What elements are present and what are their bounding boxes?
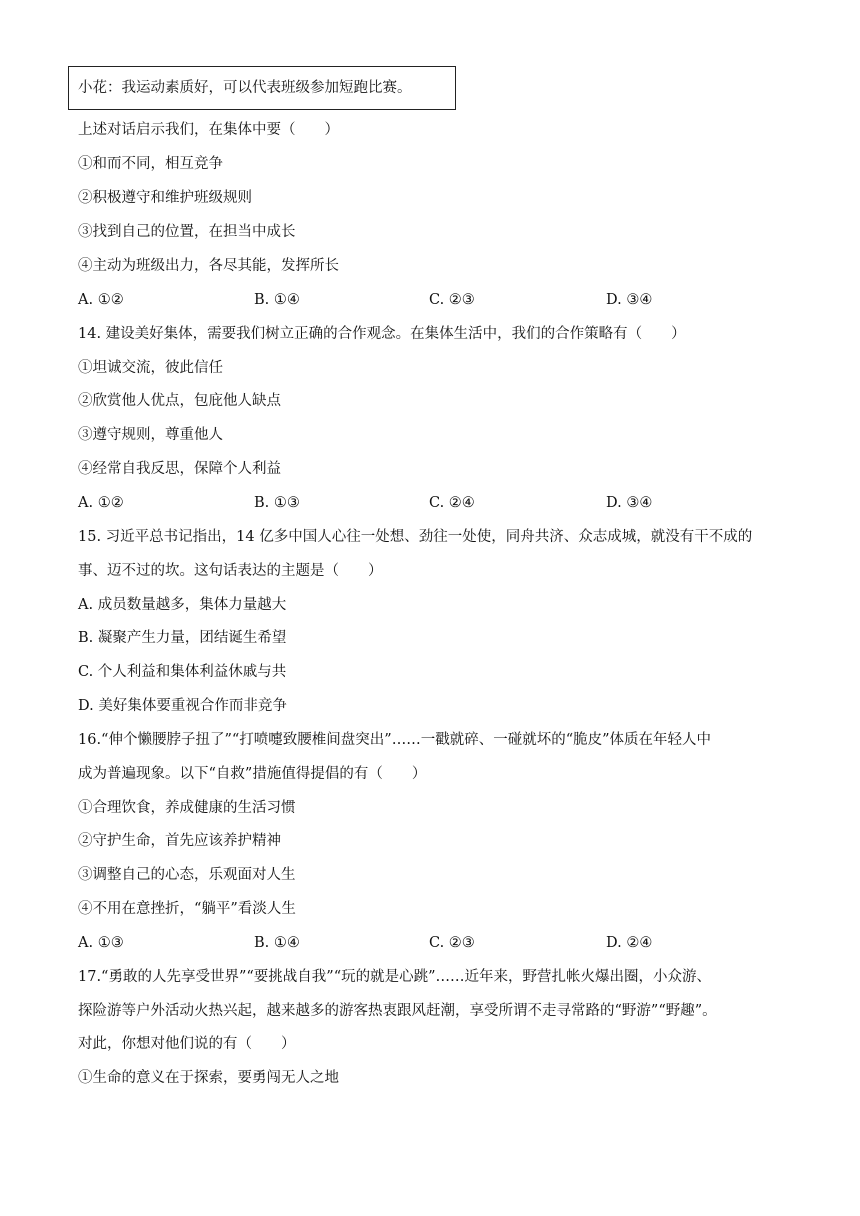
- q17-stem-line-2: 探险游等户外活动火热兴起，越来越多的游客热衷跟风赶潮，享受所谓不走寻常路的“野游”“野趣”。: [78, 1003, 717, 1019]
- q14-option-b: B. ①③: [254, 495, 300, 511]
- q15-option-b: B. 凝聚产生力量，团结诞生希望: [78, 630, 287, 646]
- q17-stem-line-1: 17.“勇敢的人先享受世界”“要挑战自我”“玩的就是心跳”……近年来，野营扎帐火爆出圈，小众游、: [78, 969, 712, 985]
- q14-item-4: ④经常自我反思，保障个人利益: [78, 461, 281, 477]
- q15-option-a: A. 成员数量越多，集体力量越大: [78, 597, 287, 613]
- q16-stem-line-2: 成为普遍现象。以下“自救”措施值得提倡的有（ ）: [78, 766, 427, 782]
- q13-option-c: C. ②③: [429, 292, 475, 308]
- q17-stem-line-3: 对此，你想对他们说的有（ ）: [78, 1036, 296, 1052]
- q13-option-b: B. ①④: [254, 292, 300, 308]
- q16-item-3: ③调整自己的心态，乐观面对人生: [78, 867, 296, 883]
- dialogue-box: 小花：我运动素质好，可以代表班级参加短跑比赛。: [68, 66, 456, 110]
- q16-option-d: D. ②④: [606, 935, 653, 951]
- q17-item-1: ①生命的意义在于探索，要勇闯无人之地: [78, 1070, 339, 1086]
- q14-option-d: D. ③④: [606, 495, 653, 511]
- q15-option-d: D. 美好集体要重视合作而非竞争: [78, 698, 287, 714]
- q13-item-1: ①和而不同，相互竞争: [78, 156, 223, 172]
- q16-stem-line-1: 16.“伸个懒腰脖子扭了”“打喷嚏致腰椎间盘突出”……一戳就碎、一碰就坏的“脆皮”体质在年轻人中: [78, 732, 712, 748]
- q14-item-2: ②欣赏他人优点，包庇他人缺点: [78, 393, 281, 409]
- q16-option-c: C. ②③: [429, 935, 475, 951]
- q16-item-4: ④不用在意挫折，“躺平”看淡人生: [78, 901, 296, 917]
- q14-item-1: ①坦诚交流，彼此信任: [78, 360, 223, 376]
- q14-option-a: A. ①②: [78, 495, 124, 511]
- q15-option-c: C. 个人利益和集体利益休戚与共: [78, 664, 287, 680]
- q16-option-b: B. ①④: [254, 935, 300, 951]
- q13-item-2: ②积极遵守和维护班级规则: [78, 190, 252, 206]
- q16-option-a: A. ①③: [78, 935, 124, 951]
- q13-option-d: D. ③④: [606, 292, 653, 308]
- q13-item-3: ③找到自己的位置，在担当中成长: [78, 224, 296, 240]
- q13-item-4: ④主动为班级出力，各尽其能，发挥所长: [78, 258, 339, 274]
- q15-stem-line-1: 15. 习近平总书记指出，14 亿多中国人心往一处想、劲往一处使，同舟共济、众志成城，就没有干不成的: [78, 529, 753, 545]
- q16-item-1: ①合理饮食，养成健康的生活习惯: [78, 800, 296, 816]
- q13-stem: 上述对话启示我们，在集体中要（ ）: [78, 122, 339, 138]
- q14-stem: 14. 建设美好集体，需要我们树立正确的合作观念。在集体生活中，我们的合作策略有（ ）: [78, 326, 686, 342]
- q16-item-2: ②守护生命，首先应该养护精神: [78, 833, 281, 849]
- q14-option-c: C. ②④: [429, 495, 475, 511]
- q13-option-a: A. ①②: [78, 292, 124, 308]
- q14-item-3: ③遵守规则，尊重他人: [78, 427, 223, 443]
- q15-stem-line-2: 事、迈不过的坎。这句话表达的主题是（ ）: [78, 563, 383, 579]
